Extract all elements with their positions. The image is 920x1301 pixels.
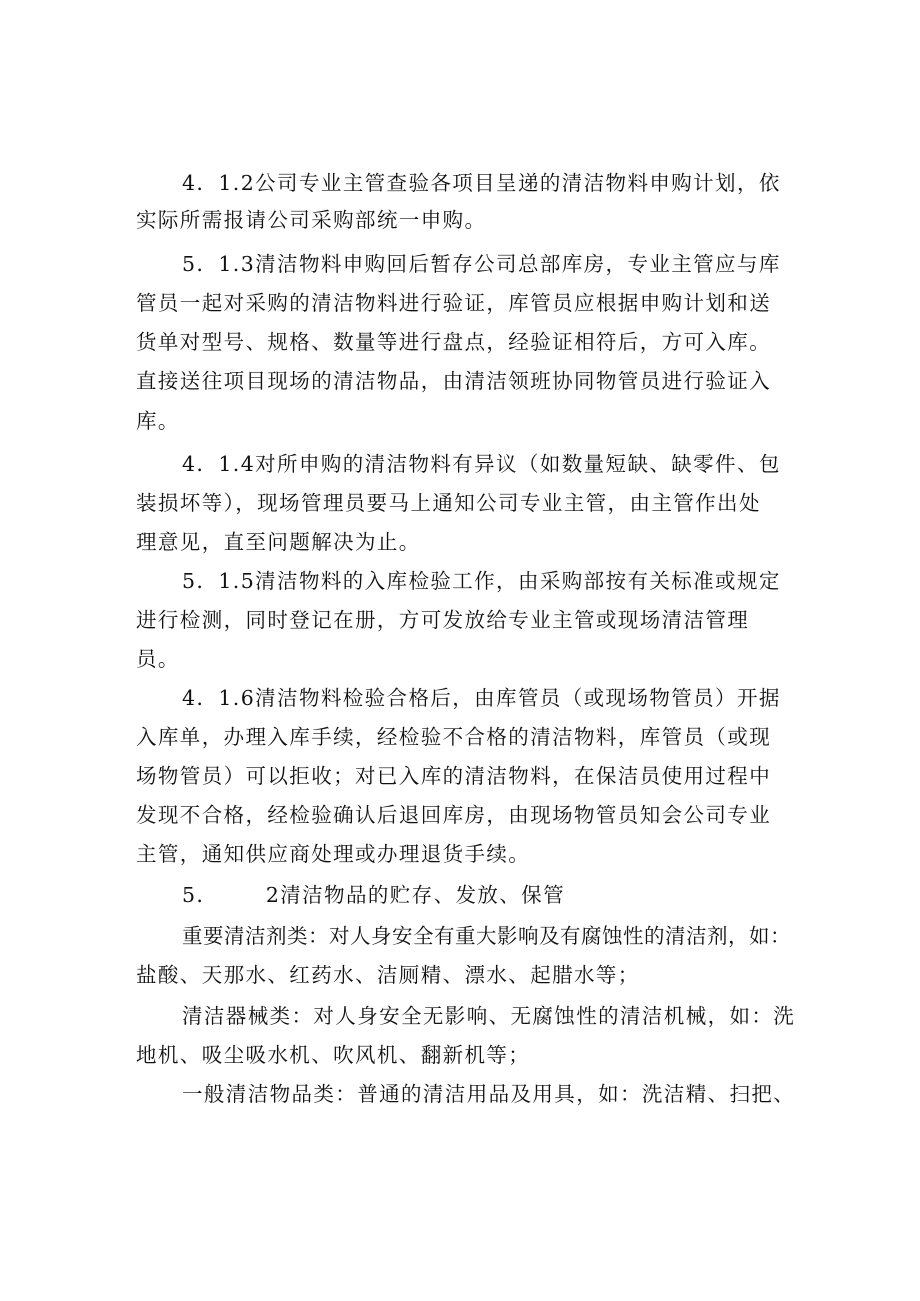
text-line: 盐酸、天那水、红药水、洁厕精、漂水、起腊水等； (136, 963, 640, 987)
text-line: 直接送往项目现场的清洁物品，由清洁领班协同物管员进行验证入 (136, 369, 772, 393)
text-line: 入库单，办理入库手续，经检验不合格的清洁物料，库管员（或现 (136, 725, 772, 749)
text-line: 重要清洁剂类：对人身安全有重大影响及有腐蚀性的清洁剂，如： (182, 924, 791, 948)
text-line: 员。 (136, 647, 180, 671)
text-line: 理意见，直至问题解决为止。 (136, 530, 421, 554)
text-line: 4．1.6清洁物料检验合格后，由库管员（或现场物管员）开据 (182, 686, 781, 710)
text-line: 进行检测，同时登记在册，方可发放给专业主管或现场清洁管理 (136, 608, 750, 632)
text-line: 装损坏等），现场管理员要马上通知公司专业主管，由主管作出处 (136, 491, 761, 515)
text-line: 清洁器械类：对人身安全无影响、无腐蚀性的清洁机械，如：洗 (182, 1004, 796, 1028)
text-line: 4．1.4对所申购的清洁物料有异议（如数量短缺、缺零件、包 (182, 452, 781, 476)
text-line: 库。 (136, 409, 180, 433)
text-line: 实际所需报请公司采购部统一申购。 (136, 208, 487, 232)
section-heading: 5． 2清洁物品的贮存、发放、保管 (182, 883, 565, 907)
text-line: 一般清洁物品类：普通的清洁用品及用具，如：洗洁精、扫把、 (182, 1082, 796, 1106)
text-line: 发现不合格，经检验确认后退回库房，由现场物管员知会公司专业 (136, 803, 772, 827)
text-line: 4．1.2公司专业主管查验各项目呈递的清洁物料申购计划，依 (182, 171, 781, 195)
text-line: 5．1.3清洁物料申购回后暂存公司总部库房，专业主管应与库 (182, 252, 781, 276)
text-line: 主管，通知供应商处理或办理退货手续。 (136, 842, 531, 866)
text-line: 地机、吸尘吸水机、吹风机、翻新机等； (136, 1043, 531, 1067)
text-line: 管员一起对采购的清洁物料进行验证，库管员应根据申购计划和送 (136, 291, 772, 315)
text-line: 场物管员）可以拒收；对已入库的清洁物料，在保洁员使用过程中 (136, 764, 772, 788)
text-line: 5．1.5清洁物料的入库检验工作，由采购部按有关标准或规定 (182, 569, 781, 593)
text-line: 货单对型号、规格、数量等进行盘点，经验证相符后，方可入库。 (136, 330, 772, 354)
